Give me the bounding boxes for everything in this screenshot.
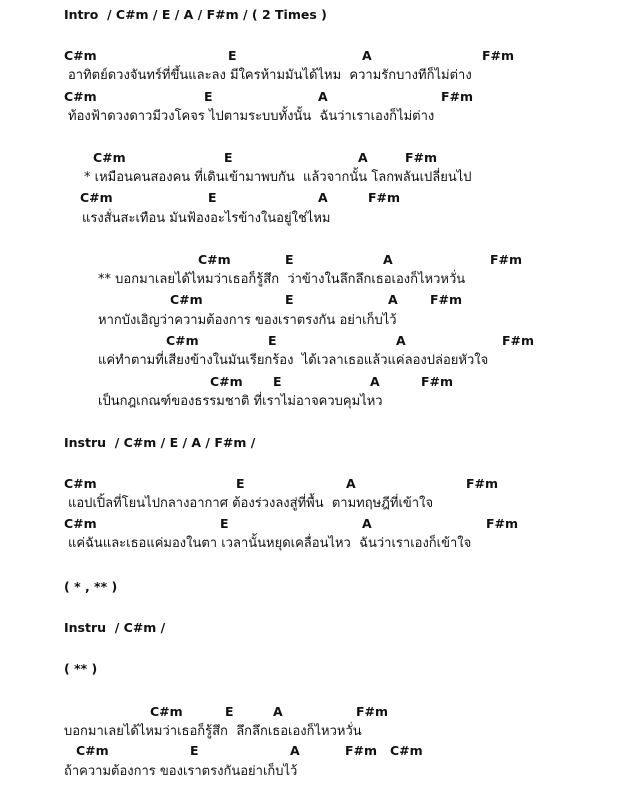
chord-label: F#m [421,374,454,389]
chord-label: E [190,743,199,758]
chord-label: A [396,333,406,348]
chord-label: E [273,374,282,389]
lyric-line: เป็นกฎเกณฑ์ของธรรมชาติ ที่เราไม่อาจควบคุมไหว [98,394,383,409]
chord-label: C#m [198,252,231,267]
chord-label: C#m [64,516,97,531]
chord-label: C#m [390,743,423,758]
chord-label: C#m [150,704,183,719]
chord-label: C#m [166,333,199,348]
lyric-line: แค่ทำตามที่เสียงข้างในมันเรียกร้อง ได้เวลาเธอแล้วแค่ลองปล่อยหัวใจ [98,353,489,368]
lyric-line: บอกมาเลยได้ไหมว่าเธอก็รู้สึก ลึกลึกเธอเองก็ไหวหวั่น [64,724,362,739]
section-heading: ( * , ** ) [64,579,118,594]
chord-label: C#m [170,292,203,307]
chord-label: F#m [368,190,401,205]
chord-label: F#m [405,150,438,165]
chord-label: A [273,704,283,719]
chord-label: A [370,374,380,389]
chord-label: A [346,476,356,491]
chord-label: F#m [356,704,389,719]
chord-label: F#m [490,252,523,267]
chord-label: C#m [64,476,97,491]
chord-label: A [318,89,328,104]
chord-label: A [362,48,372,63]
chord-label: E [268,333,277,348]
section-heading: Intro / C#m / E / A / F#m / ( 2 Times ) [64,7,327,22]
chord-label: C#m [93,150,126,165]
chord-label: E [224,150,233,165]
chord-label: F#m [502,333,535,348]
chord-label: A [383,252,393,267]
chord-label: E [225,704,234,719]
chord-label: A [362,516,372,531]
chord-label: E [220,516,229,531]
chord-label: E [236,476,245,491]
lyric-line: แอปเปิ้ลที่โยนไปกลางอากาศ ต้องร่วงลงสู่ที่พื้น ตามทฤษฎีที่เข้าใจ [68,496,434,511]
chord-label: A [358,150,368,165]
lyric-line: อาทิตย์ดวงจันทร์ที่ขึ้นและลง มีใครห้ามมันได้ไหม ความรักบางทีก็ไม่ต่าง [68,68,472,83]
chord-label: F#m [482,48,515,63]
lyric-line: หากบังเอิญว่าความต้องการ ของเราตรงกัน อย่าเก็บไว้ [98,313,397,328]
chord-label: A [388,292,398,307]
chord-label: C#m [64,48,97,63]
chord-label: F#m [466,476,499,491]
chord-label: E [208,190,217,205]
chord-label: E [204,89,213,104]
lyric-line: แค่ฉันและเธอแค่มองในตา เวลานั้นหยุดเคลื่อนไหว ฉันว่าเราเองก็เข้าใจ [68,536,472,551]
chord-label: F#m [486,516,519,531]
lyric-line: * เหมือนคนสองคน ที่เดินเข้ามาพบกัน แล้วจากนั้น โลกพลันเปลี่ยนไป [84,170,472,185]
lyric-line: แรงสั่นสะเทือน มันฟ้องอะไรข้างในอยู่ใช่ไหม [82,211,331,226]
chord-label: C#m [210,374,243,389]
section-heading: ( ** ) [64,661,98,676]
lyric-line: ถ้าความต้องการ ของเราตรงกันอย่าเก็บไว้ [64,764,298,779]
section-heading: Instru / C#m / [64,620,166,635]
chord-label: C#m [80,190,113,205]
chord-label: A [318,190,328,205]
chord-label: E [285,252,294,267]
chord-label: F#m [430,292,463,307]
chord-label: F#m [441,89,474,104]
chord-label: A [290,743,300,758]
lyric-line: ** บอกมาเลยได้ไหมว่าเธอก็รู้สึก ว่าข้างในลึกลึกเธอเองก็ไหวหวั่น [98,272,466,287]
chord-label: E [285,292,294,307]
chord-label: C#m [76,743,109,758]
chord-label: F#m [345,743,378,758]
section-heading: Instru / C#m / E / A / F#m / [64,435,256,450]
lyric-line: ท้องฟ้าดวงดาวมีวงโคจร ไปตามระบบทั้งนั้น ฉันว่าเราเองก็ไม่ต่าง [68,109,435,124]
chord-label: C#m [64,89,97,104]
chord-label: E [228,48,237,63]
